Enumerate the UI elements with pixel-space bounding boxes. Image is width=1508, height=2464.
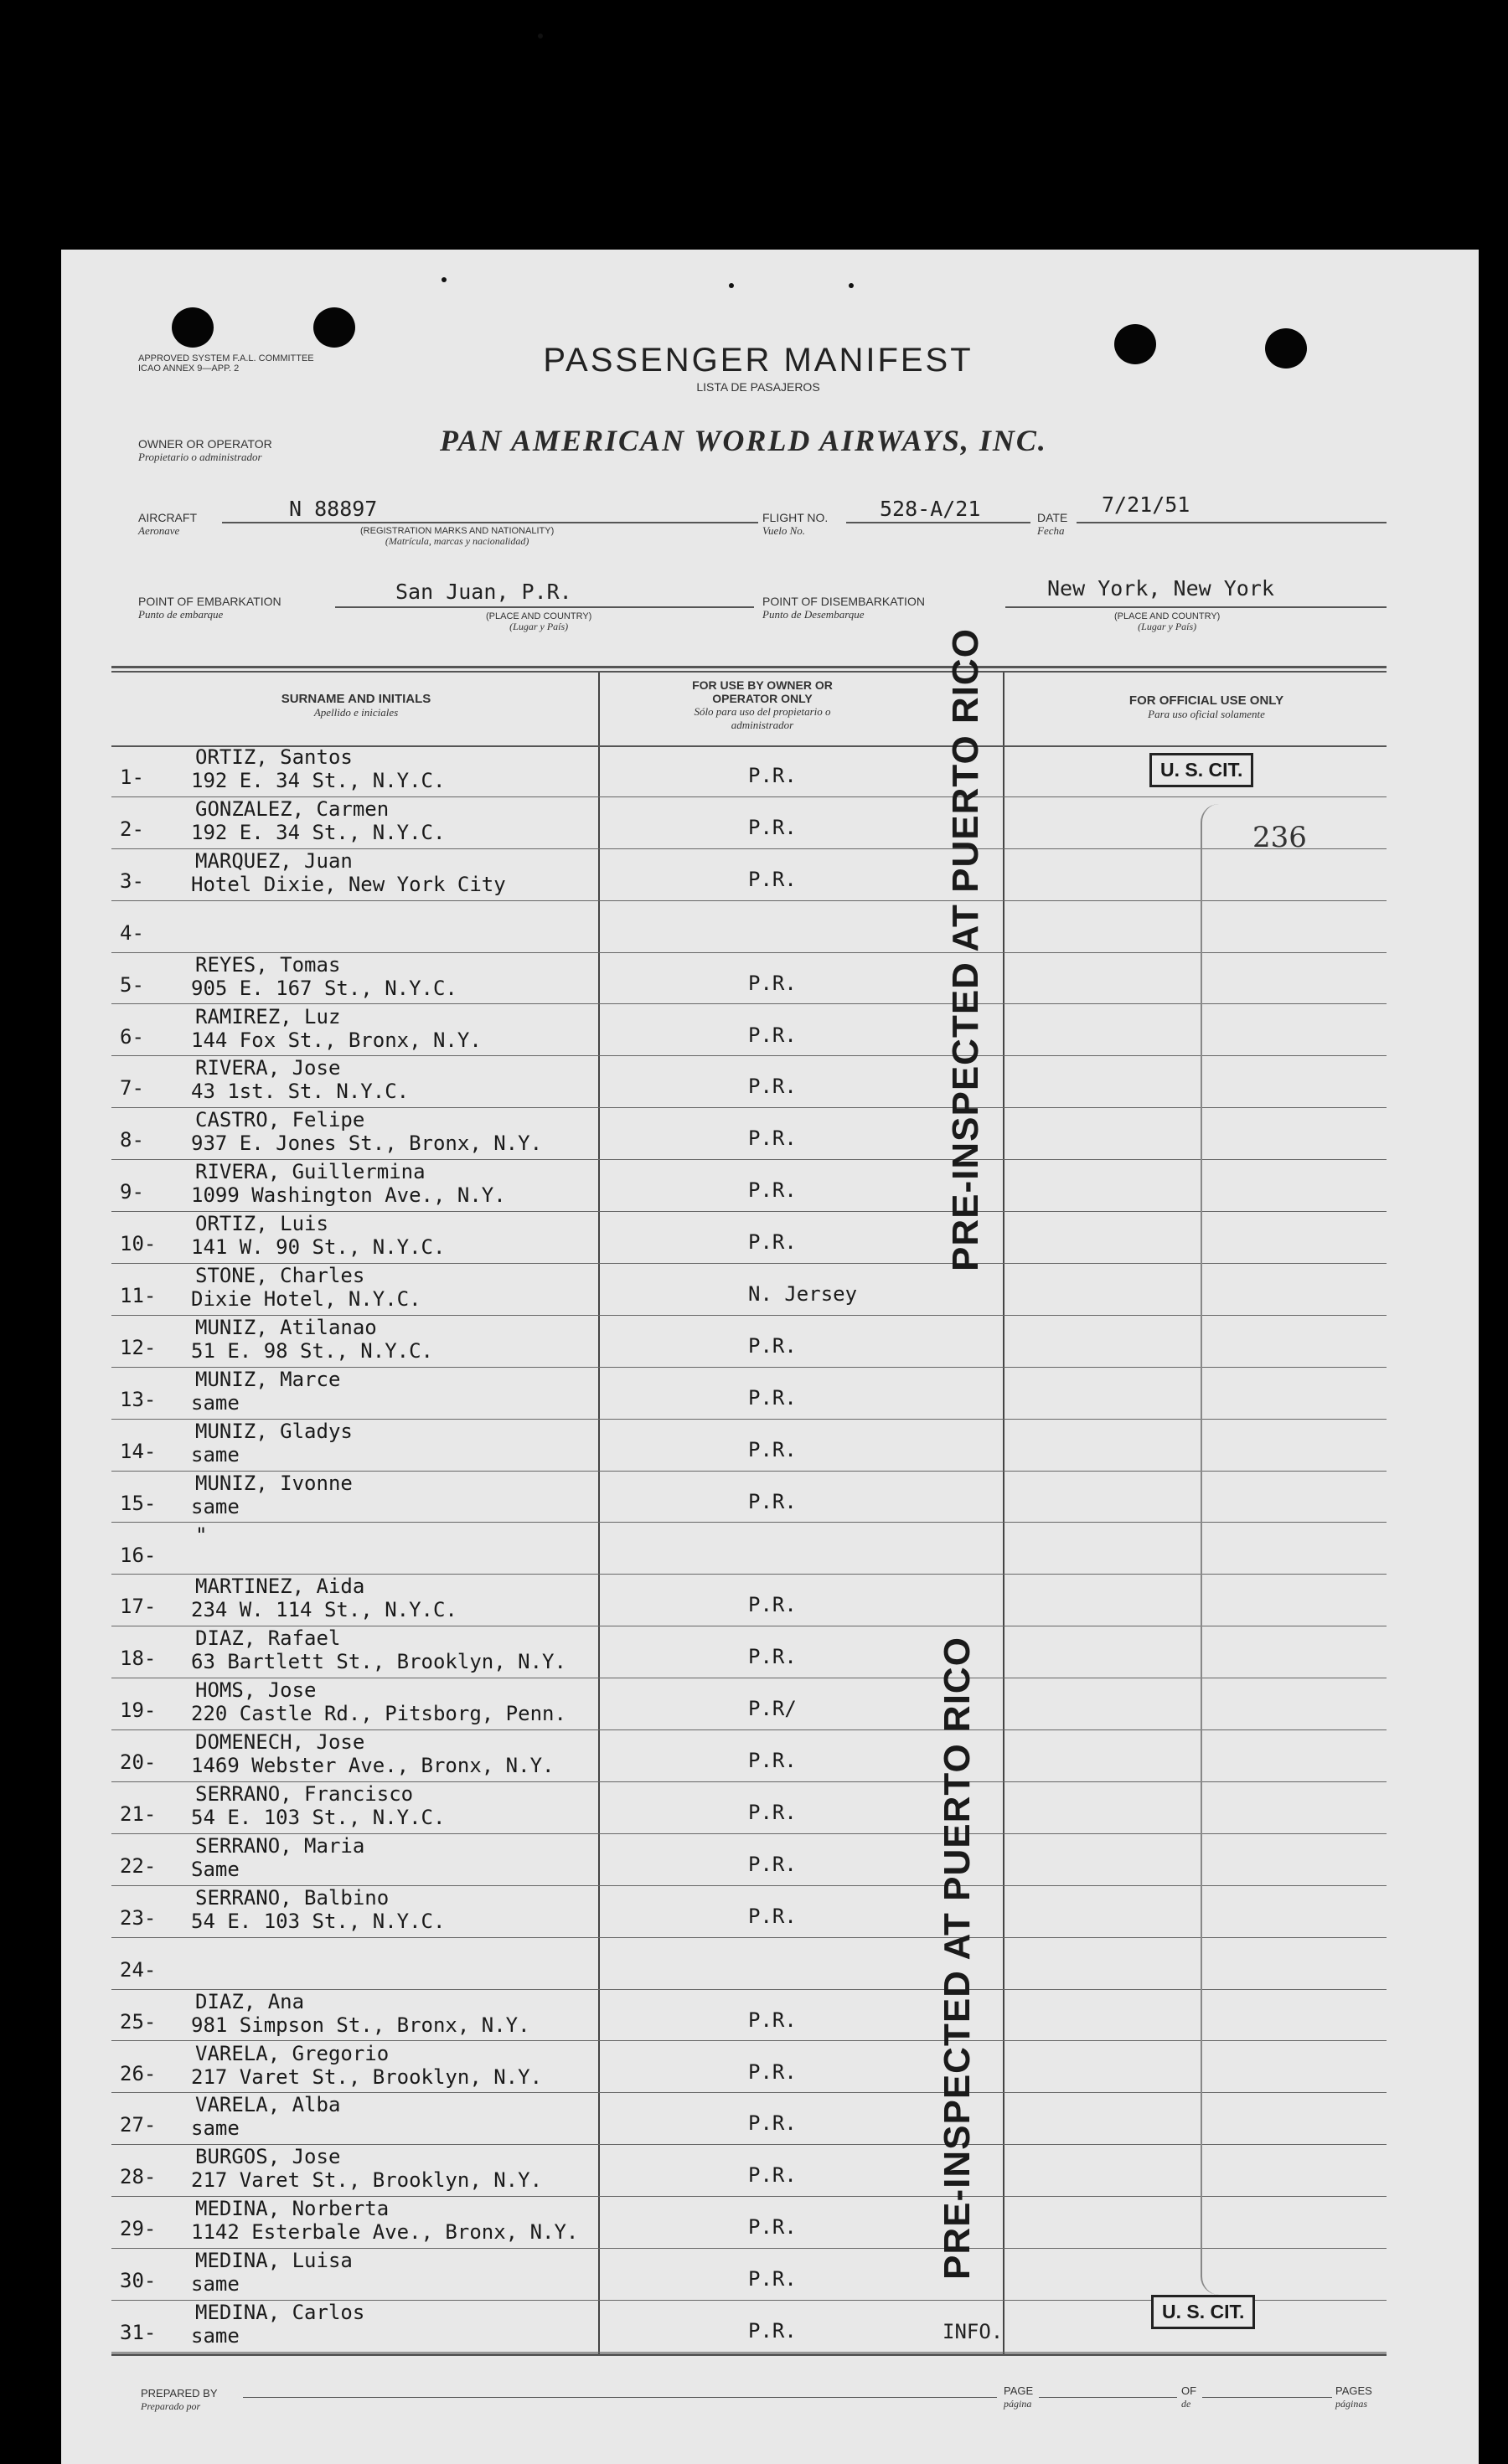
owner-label-es: Propietario o administrador	[138, 451, 262, 463]
disembark-place-note	[1114, 611, 1220, 632]
pages-label	[1335, 2384, 1372, 2410]
table-row	[61, 1575, 1479, 1626]
embark-label	[138, 595, 281, 621]
column-header-official-es: Para uso oficial solamente	[1148, 708, 1265, 720]
passenger-name: MARQUEZ, Juan	[195, 848, 353, 873]
prepared-by	[141, 2387, 218, 2413]
passenger-address: same	[191, 1390, 240, 1415]
owner-use-entry: P.R.	[748, 1075, 797, 1099]
punch-hole	[1265, 328, 1307, 369]
flight-label	[762, 511, 828, 538]
flight-value: 528-A/21	[880, 497, 981, 521]
date-label-es: Fecha	[1037, 524, 1065, 537]
row-number: 19-	[120, 1699, 157, 1723]
table-row	[61, 1834, 1479, 1886]
passenger-name: MUNIZ, Marce	[195, 1367, 341, 1391]
page-title: PASSENGER MANIFEST	[543, 342, 973, 379]
passenger-address: 141 W. 90 St., N.Y.C.	[191, 1235, 446, 1260]
pages-label-es: páginas	[1335, 2398, 1368, 2410]
punch-hole	[1114, 324, 1156, 364]
table-row	[61, 1160, 1479, 1212]
aircraft-underline	[222, 522, 758, 523]
punch-hole	[172, 307, 214, 348]
owner-use-entry: P.R.	[748, 2111, 797, 2136]
table-bottom-rule	[111, 2353, 1387, 2356]
table-row	[61, 953, 1479, 1005]
passenger-address: 1469 Webster Ave., Bronx, N.Y.	[191, 1754, 555, 1778]
table-row	[61, 1678, 1479, 1730]
passenger-address: 234 W. 114 St., N.Y.C.	[191, 1598, 457, 1622]
row-number: 31-	[120, 2321, 157, 2344]
embark-underline	[335, 606, 754, 608]
disembark-place-note-en: (PLACE AND COUNTRY)	[1114, 611, 1221, 621]
table-row	[61, 1938, 1479, 1990]
table-row	[61, 1212, 1479, 1264]
flight-label-en: FLIGHT NO.	[762, 511, 829, 524]
passenger-address: 54 E. 103 St., N.Y.C.	[191, 1909, 446, 1933]
page-underline	[1039, 2397, 1177, 2398]
row-number: 28-	[120, 2165, 157, 2189]
owner-label-en: OWNER OR OPERATOR	[138, 437, 272, 451]
passenger-name: RIVERA, Guillermina	[195, 1160, 426, 1184]
owner-use-entry: P.R.	[748, 1178, 797, 1203]
disembark-label-es: Punto de Desembarque	[762, 608, 865, 621]
owner-use-entry: P.R.	[748, 2319, 797, 2343]
registration-note-es: (Matrícula, marcas y nacionalidad)	[385, 535, 529, 547]
row-number: 13-	[120, 1387, 157, 1411]
owner-use-entry: P.R/	[748, 1697, 797, 1721]
date-underline	[1077, 522, 1387, 523]
embark-label-en: POINT OF EMBARKATION	[138, 595, 281, 608]
us-citizen-stamp-top: U. S. CIT.	[1149, 753, 1253, 787]
page-label	[1004, 2384, 1033, 2410]
disembark-value: New York, New York	[1047, 576, 1274, 601]
passenger-count: 236	[1252, 821, 1307, 854]
owner-use-entry: P.R.	[748, 1749, 797, 1773]
of-label-es: de	[1181, 2398, 1191, 2410]
row-number: 3-	[120, 869, 144, 893]
aircraft-label	[138, 511, 197, 538]
column-header-official-en: FOR OFFICIAL USE ONLY	[1128, 693, 1284, 708]
owner-use-entry: P.R.	[748, 1437, 797, 1461]
table-row	[61, 1316, 1479, 1368]
row-number: 29-	[120, 2217, 157, 2241]
table-row	[61, 1730, 1479, 1782]
punch-hole	[313, 307, 355, 348]
row-number: 27-	[120, 2113, 157, 2137]
row-number: 11-	[120, 1284, 157, 1307]
owner-use-entry: P.R.	[748, 1852, 797, 1876]
passenger-name: DIAZ, Ana	[195, 1989, 305, 2013]
passenger-address: Same	[191, 1857, 240, 1881]
table-top-rule-2	[111, 671, 1387, 673]
passenger-name: RAMIREZ, Luz	[195, 1004, 341, 1028]
passenger-name: HOMS, Jose	[195, 1678, 317, 1703]
passenger-address: 937 E. Jones St., Bronx, N.Y.	[191, 1131, 543, 1156]
passenger-address: 51 E. 98 St., N.Y.C.	[191, 1338, 433, 1363]
passenger-name: STONE, Charles	[195, 1264, 365, 1287]
passenger-address: 192 E. 34 St., N.Y.C.	[191, 769, 446, 792]
aircraft-label-en: AIRCRAFT	[138, 511, 197, 524]
embark-place-note-en: (PLACE AND COUNTRY)	[486, 611, 592, 621]
owner-use-entry: P.R.	[748, 1230, 797, 1255]
owner-use-entry: P.R.	[748, 1645, 797, 1669]
row-number: 6-	[120, 1024, 144, 1049]
preinspected-stamp-top: PRE-INSPECTED AT PUERTO RICO	[945, 628, 986, 1271]
row-number: 17-	[120, 1595, 157, 1619]
passenger-address: same	[191, 2116, 240, 2141]
table-row	[61, 1005, 1479, 1057]
column-header-surname-en: SURNAME AND INITIALS	[281, 692, 431, 706]
embark-place-note	[486, 611, 591, 632]
row-number: 8-	[120, 1128, 144, 1152]
column-header-official	[1072, 693, 1340, 721]
row-number: 18-	[120, 1647, 157, 1671]
row-number: 20-	[120, 1750, 157, 1775]
owner-use-entry: P.R.	[748, 2267, 797, 2291]
passenger-name: CASTRO, Felipe	[195, 1108, 365, 1132]
passenger-name: REYES, Tomas	[195, 952, 341, 977]
page-subtitle: LISTA DE PASAJEROS	[696, 380, 820, 394]
passenger-name: MUNIZ, Atilanao	[195, 1315, 377, 1339]
passenger-address: 981 Simpson St., Bronx, N.Y.	[191, 2013, 530, 2037]
of-label	[1181, 2384, 1196, 2410]
paper-dot	[729, 283, 734, 288]
passenger-address: 63 Bartlett St., Brooklyn, N.Y.	[191, 1650, 566, 1674]
passenger-address: 1099 Washington Ave., N.Y.	[191, 1183, 506, 1208]
passenger-name: MUNIZ, Ivonne	[195, 1471, 353, 1495]
row-number: 10-	[120, 1232, 157, 1256]
info-note: INFO.	[942, 2320, 1004, 2343]
table-row	[61, 2145, 1479, 2197]
owner-use-entry: P.R.	[748, 2008, 797, 2032]
passenger-address: 144 Fox St., Bronx, N.Y.	[191, 1028, 482, 1052]
disembark-label	[762, 595, 925, 621]
disembark-place-note-es: (Lugar y País)	[1138, 621, 1197, 632]
passenger-name: SERRANO, Maria	[195, 1833, 365, 1858]
owner-use-entry: P.R.	[748, 1333, 797, 1358]
row-number: 1-	[120, 765, 144, 789]
date-label-en: DATE	[1037, 511, 1068, 524]
passenger-address: 54 E. 103 St., N.Y.C.	[191, 1806, 446, 1829]
passenger-name: DIAZ, Rafael	[195, 1626, 341, 1651]
table-row	[61, 1108, 1479, 1160]
table-row	[61, 1420, 1479, 1472]
prepared-by-es: Preparado por	[141, 2400, 201, 2412]
owner-label	[138, 437, 272, 464]
passenger-name: SERRANO, Francisco	[195, 1782, 414, 1806]
table-row	[61, 1472, 1479, 1523]
passenger-address: 217 Varet St., Brooklyn, N.Y.	[191, 2168, 543, 2193]
table-row	[61, 2093, 1479, 2145]
embark-value: San Juan, P.R.	[395, 580, 572, 604]
table-row	[61, 849, 1479, 901]
passenger-address: Dixie Hotel, N.Y.C.	[191, 1287, 421, 1311]
passenger-name: MEDINA, Carlos	[195, 2301, 365, 2324]
page-label-en: PAGE	[1004, 2384, 1034, 2397]
table-row	[61, 2301, 1479, 2353]
column-header-owner-use	[670, 678, 855, 732]
passenger-name: GONZALEZ, Carmen	[195, 796, 390, 821]
row-number: 5-	[120, 972, 144, 997]
disembark-underline	[1005, 606, 1387, 608]
date-label	[1037, 511, 1067, 538]
embark-place-note-es: (Lugar y País)	[509, 621, 569, 632]
aircraft-value: N 88897	[289, 497, 378, 521]
icao-reference: ICAO ANNEX 9—APP. 2	[138, 363, 240, 374]
table-row	[61, 1990, 1479, 2042]
passenger-name: MUNIZ, Gladys	[195, 1419, 353, 1443]
paper-dot	[538, 34, 543, 39]
table-row	[61, 2042, 1479, 2094]
table-row	[61, 901, 1479, 953]
flight-label-es: Vuelo No.	[762, 524, 806, 537]
passenger-name: "	[195, 1523, 208, 1547]
passenger-address: 1142 Esterbale Ave., Bronx, N.Y.	[191, 2220, 579, 2245]
passenger-name: MARTINEZ, Aida	[195, 1575, 365, 1599]
disembark-label-en: POINT OF DISEMBARKATION	[762, 595, 925, 608]
row-number: 30-	[120, 2269, 157, 2293]
approval-note	[138, 353, 348, 374]
table-row	[61, 1782, 1479, 1834]
aircraft-label-es: Aeronave	[138, 524, 180, 537]
column-header-owner-use-en: FOR USE BY OWNER OR OPERATOR ONLY	[692, 678, 833, 705]
owner-use-entry: P.R.	[748, 867, 797, 891]
passenger-address: Hotel Dixie, New York City	[191, 872, 506, 896]
row-number: 9-	[120, 1180, 144, 1204]
passenger-address: 905 E. 167 St., N.Y.C.	[191, 976, 457, 1000]
owner-use-entry: P.R.	[748, 1385, 797, 1410]
row-number: 2-	[120, 817, 144, 841]
table-row	[61, 1264, 1479, 1316]
of-label-en: OF	[1181, 2384, 1197, 2397]
row-number: 25-	[120, 2009, 157, 2034]
registration-note	[360, 526, 554, 547]
passenger-name: ORTIZ, Santos	[195, 745, 353, 769]
paper-dot	[849, 283, 854, 288]
passenger-name: DOMENECH, Jose	[195, 1730, 365, 1755]
owner-use-entry: P.R.	[748, 2163, 797, 2188]
pages-label-en: PAGES	[1335, 2384, 1372, 2397]
row-number: 22-	[120, 1853, 157, 1878]
date-value: 7/21/51	[1102, 492, 1190, 517]
passenger-address: same	[191, 2324, 240, 2348]
row-number: 24-	[120, 1957, 157, 1982]
passenger-name: BURGOS, Jose	[195, 2145, 341, 2169]
table-row	[61, 1523, 1479, 1575]
owner-use-entry: P.R.	[748, 1126, 797, 1151]
passenger-address: 43 1st. St. N.Y.C.	[191, 1080, 410, 1104]
passenger-name: MEDINA, Norberta	[195, 2197, 390, 2221]
passenger-address: same	[191, 2272, 240, 2296]
passenger-address: 192 E. 34 St., N.Y.C.	[191, 820, 446, 844]
row-number: 21-	[120, 1802, 157, 1826]
passenger-address: same	[191, 1442, 240, 1467]
registration-note-en: (REGISTRATION MARKS AND NATIONALITY)	[360, 526, 555, 536]
column-header-surname	[117, 692, 595, 719]
owner-use-entry: P.R.	[748, 764, 797, 787]
owner-use-entry: P.R.	[748, 815, 797, 839]
owner-use-entry: P.R.	[748, 1489, 797, 1513]
column-header-surname-es: Apellido e iniciales	[313, 706, 399, 719]
prepared-by-underline	[243, 2397, 997, 2398]
table-row	[61, 1886, 1479, 1938]
approval-text: APPROVED SYSTEM F.A.L. COMMITTEE	[138, 353, 314, 363]
owner-use-entry: P.R.	[748, 1904, 797, 1928]
row-number: 12-	[120, 1335, 157, 1359]
row-number: 4-	[120, 920, 144, 945]
owner-use-entry: P.R.	[748, 2215, 797, 2240]
row-number: 26-	[120, 2061, 157, 2085]
passenger-address: 217 Varet St., Brooklyn, N.Y.	[191, 2065, 543, 2089]
of-underline	[1202, 2397, 1332, 2398]
table-row	[61, 1368, 1479, 1420]
row-number: 15-	[120, 1491, 157, 1515]
embark-label-es: Punto de embarque	[138, 608, 224, 621]
page-label-es: página	[1004, 2398, 1032, 2410]
passenger-name: MEDINA, Luisa	[195, 2249, 353, 2273]
flight-underline	[846, 522, 1030, 523]
row-number: 23-	[120, 1905, 157, 1930]
table-row	[61, 2197, 1479, 2249]
owner-use-entry: P.R.	[748, 1593, 797, 1617]
table-row	[61, 745, 1479, 797]
owner-use-entry: P.R.	[748, 1801, 797, 1824]
owner-use-entry: P.R.	[748, 1023, 797, 1047]
company-name: PAN AMERICAN WORLD AIRWAYS, INC.	[440, 424, 1047, 457]
table-row	[61, 1626, 1479, 1678]
row-number: 16-	[120, 1543, 157, 1567]
passenger-address: 220 Castle Rd., Pitsborg, Penn.	[191, 1702, 566, 1726]
passenger-address: same	[191, 1494, 240, 1518]
prepared-by-en: PREPARED BY	[141, 2387, 218, 2400]
column-header-owner-use-es: Sólo para uso del propietario o administrador	[694, 705, 831, 731]
table-row	[61, 2249, 1479, 2301]
owner-use-entry: N. Jersey	[748, 1282, 858, 1306]
row-number: 7-	[120, 1076, 144, 1101]
passenger-name: VARELA, Gregorio	[195, 2041, 390, 2065]
passenger-name: SERRANO, Balbino	[195, 1885, 390, 1910]
passenger-name: ORTIZ, Luis	[195, 1212, 328, 1236]
passenger-name: RIVERA, Jose	[195, 1056, 341, 1080]
owner-use-entry: P.R.	[748, 2059, 797, 2084]
row-number: 14-	[120, 1439, 157, 1463]
passenger-name: VARELA, Alba	[195, 2093, 341, 2117]
bracket-line	[1201, 804, 1219, 2295]
table-row	[61, 1056, 1479, 1108]
owner-use-entry: P.R.	[748, 971, 797, 995]
preinspected-stamp-bottom: PRE-INSPECTED AT PUERTO RICO	[937, 1637, 978, 2280]
row-rule	[111, 2352, 1387, 2353]
paper-dot	[442, 277, 447, 282]
table-top-rule	[111, 666, 1387, 668]
us-citizen-stamp-bottom: U. S. CIT.	[1151, 2295, 1255, 2329]
